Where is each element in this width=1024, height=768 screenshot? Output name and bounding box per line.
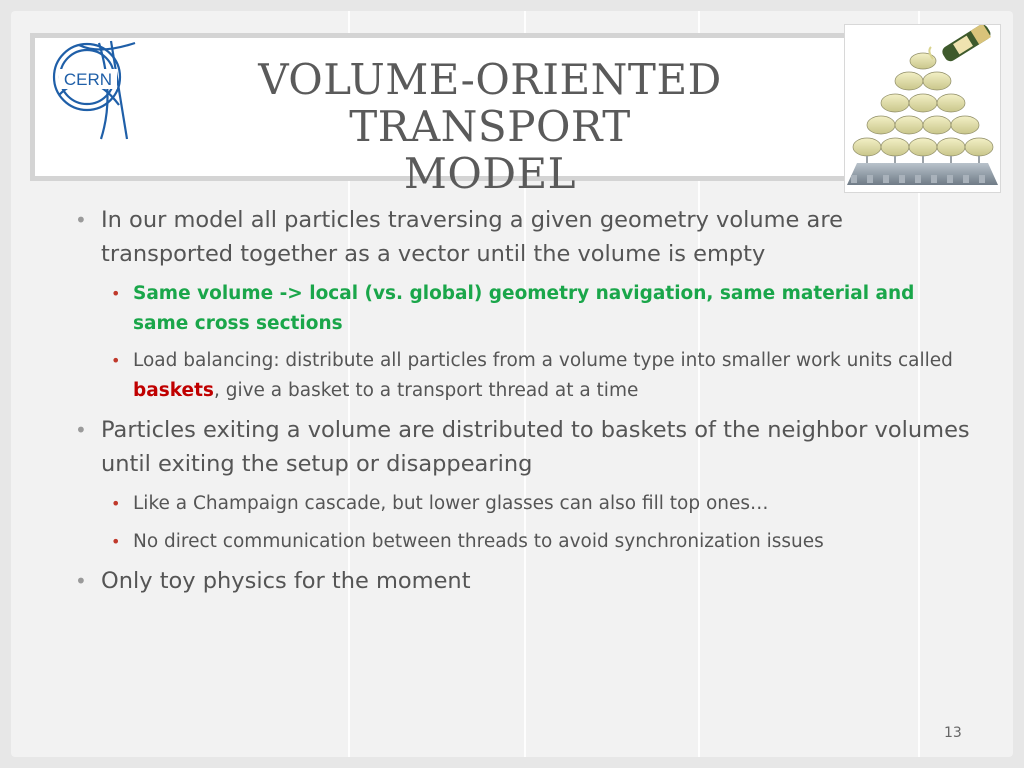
list-item: [71, 203, 971, 271]
bullet-icon: •: [111, 284, 121, 303]
slide-title: [120, 56, 860, 197]
title-band: [30, 33, 855, 198]
bullet-icon: •: [111, 531, 121, 551]
list-item: [71, 279, 971, 338]
logo-text: CERN: [63, 70, 113, 89]
list-item: [71, 413, 971, 481]
slide: [11, 11, 1013, 757]
champagne-tower-image: [844, 24, 1001, 193]
title-line-2: MODEL: [403, 149, 577, 198]
bullet-icon: •: [75, 569, 87, 593]
bullet-icon: •: [111, 494, 121, 513]
bullet-icon: •: [111, 351, 121, 370]
list-item: [71, 527, 971, 557]
bullet-text: Like a Champaign cascade, but lower glasses can also fill top ones…: [133, 493, 769, 514]
bullet-icon: •: [75, 208, 87, 232]
bullet-list: [71, 203, 971, 606]
bullet-text: In our model all particles traversing a given geometry volume are transported together as a vector until the volume is empty: [101, 207, 843, 267]
page-number: 13: [944, 725, 962, 741]
list-item: [71, 346, 971, 405]
bullet-text: No direct communication between threads to avoid synchronization issues: [133, 530, 824, 552]
highlight-term: baskets: [133, 379, 214, 401]
list-item: [71, 489, 971, 519]
title-line-1: VOLUME-ORIENTED TRANSPORT: [258, 55, 722, 151]
bullet-text: Only toy physics for the moment: [101, 568, 471, 594]
list-item: [71, 564, 971, 598]
bullet-text: , give a basket to a transport thread at a time: [213, 379, 639, 401]
bullet-icon: •: [75, 418, 87, 442]
bullet-text: Same volume -> local (vs. global) geometry navigation, same material and same cross sections: [133, 283, 915, 334]
cern-logo: [49, 35, 149, 143]
bullet-text: Particles exiting a volume are distributed to baskets of the neighbor volumes until exiting the setup or disappearing: [101, 417, 970, 477]
bullet-text: Load balancing: distribute all particles from a volume type into smaller work units called: [133, 350, 953, 371]
